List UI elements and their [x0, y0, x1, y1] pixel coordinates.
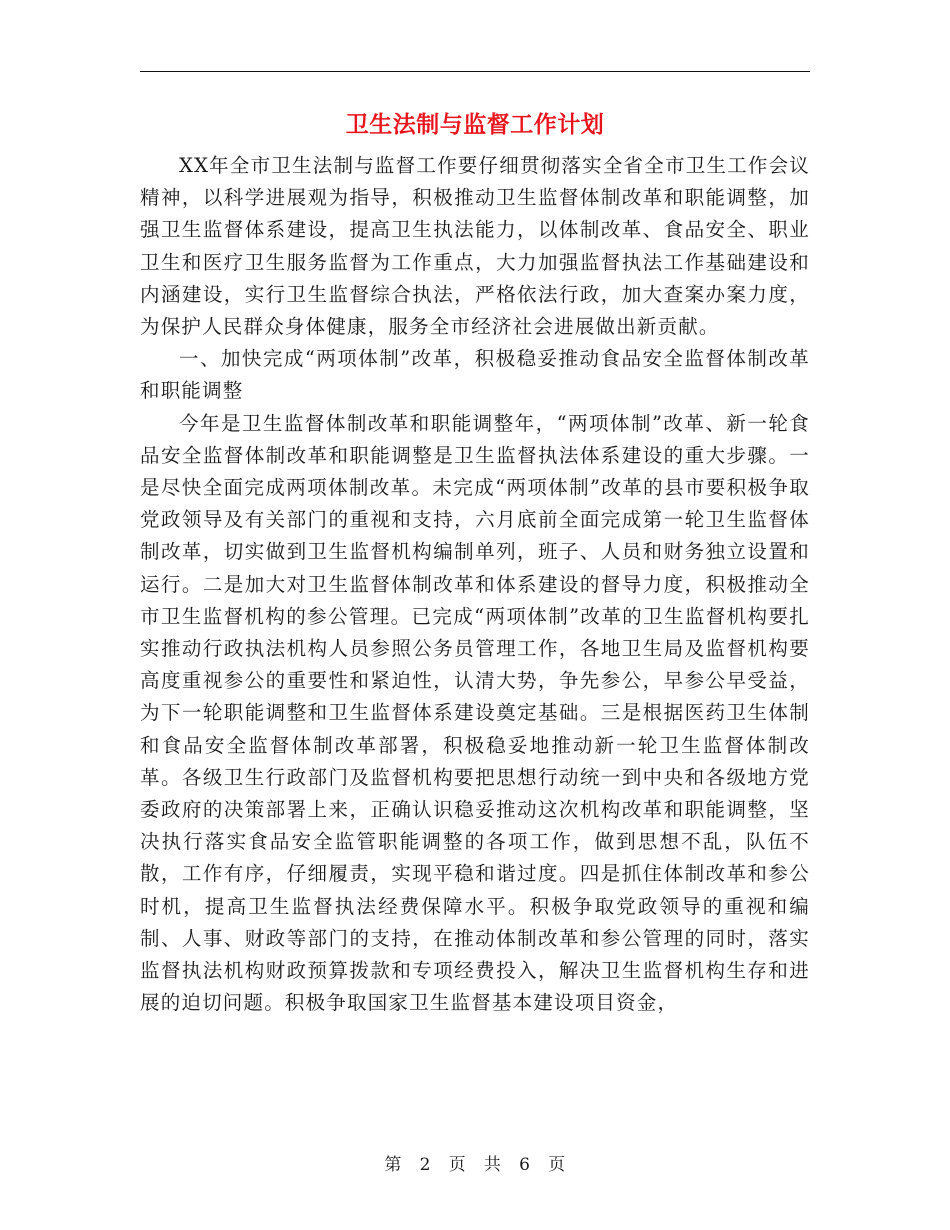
section-paragraph: 今年是卫生监督体制改革和职能调整年，“两项体制”改革、新一轮食品安全监督体制改革和职能调整是卫生监督执法体系建设的重大步骤。一是尽快全面完成两项体制改革。未完成“两项体制”改革的县市要积极争取党政领导及有关部门的重视和支持，六月底前全面完成第一轮卫生监督体制改革，切实做到卫生监督机构编制单列，班子、人员和财务独立设置和运行。二是加大对卫生监督体制改革和体系建设的督导力度，积极推动全市卫生监督机构的参公管理。已完成“两项体制”改革的卫生监督机构要扎实推动行政执法机构人员参照公务员管理工作，各地卫生局及监督机构要高度重视参公的重要性和紧迫性，认清大势，争先参公，早参公早受益，为下一轮职能调整和卫生监督体系建设奠定基础。三是根据医药卫生体制和食品安全监督体制改革部署，积极稳妥地推动新一轮卫生监督体制改革。各级卫生行政部门及监督机构要把思想行动统一到中央和各级地方党委政府的决策部署上来，正确认识稳妥推动这次机构改革和职能调整，坚决执行落实食品安全监管职能调整的各项工作，做到思想不乱，队伍不散，工作有序，仔细履责，实现平稳和谐过度。四是抓住体制改革和参公时机，提高卫生监督执法经费保障水平。积极争取党政领导的重视和编制、人事、财政等部门的支持，在推动体制改革和参公管理的同时，落实监督执法机构财政预算拨款和专项经费投入，解决卫生监督机构生存和进展的迫切问题。积极争取国家卫生监督基本建设项目资金， [140, 411, 810, 1015]
footer-total-unit: 页 [548, 1155, 566, 1175]
intro-paragraph: XX年全市卫生法制与监督工作要仔细贯彻落实全省全市卫生工作会议精神，以科学进展观为指导，积极推动卫生监督体制改革和职能调整，加强卫生监督体系建设，提高卫生执法能力，以体制改革、食品安全、职业卫生和医疗卫生服务监督为工作重点，大力加强监督执法工作基础建设和内涵建设，实行卫生监督综合执法，严格依法行政，加大查案办案力度，为保护人民群众身体健康，服务全市经济社会进展做出新贡献。 [140, 154, 810, 339]
document-body [140, 150, 810, 1019]
footer-current-page: 2 [419, 1155, 431, 1175]
document-title: 卫生法制与监督工作计划 [345, 112, 605, 138]
footer-prefix: 第 [384, 1155, 402, 1175]
section-heading: 一、加快完成“两项体制”改革，积极稳妥推动食品安全监督体制改革和职能调整 [140, 347, 810, 403]
footer-total-prefix: 共 [483, 1155, 502, 1175]
footer-total-pages: 6 [519, 1155, 531, 1175]
page-footer [0, 1153, 950, 1177]
header-rule [140, 71, 810, 72]
footer-page-unit: 页 [448, 1155, 467, 1175]
